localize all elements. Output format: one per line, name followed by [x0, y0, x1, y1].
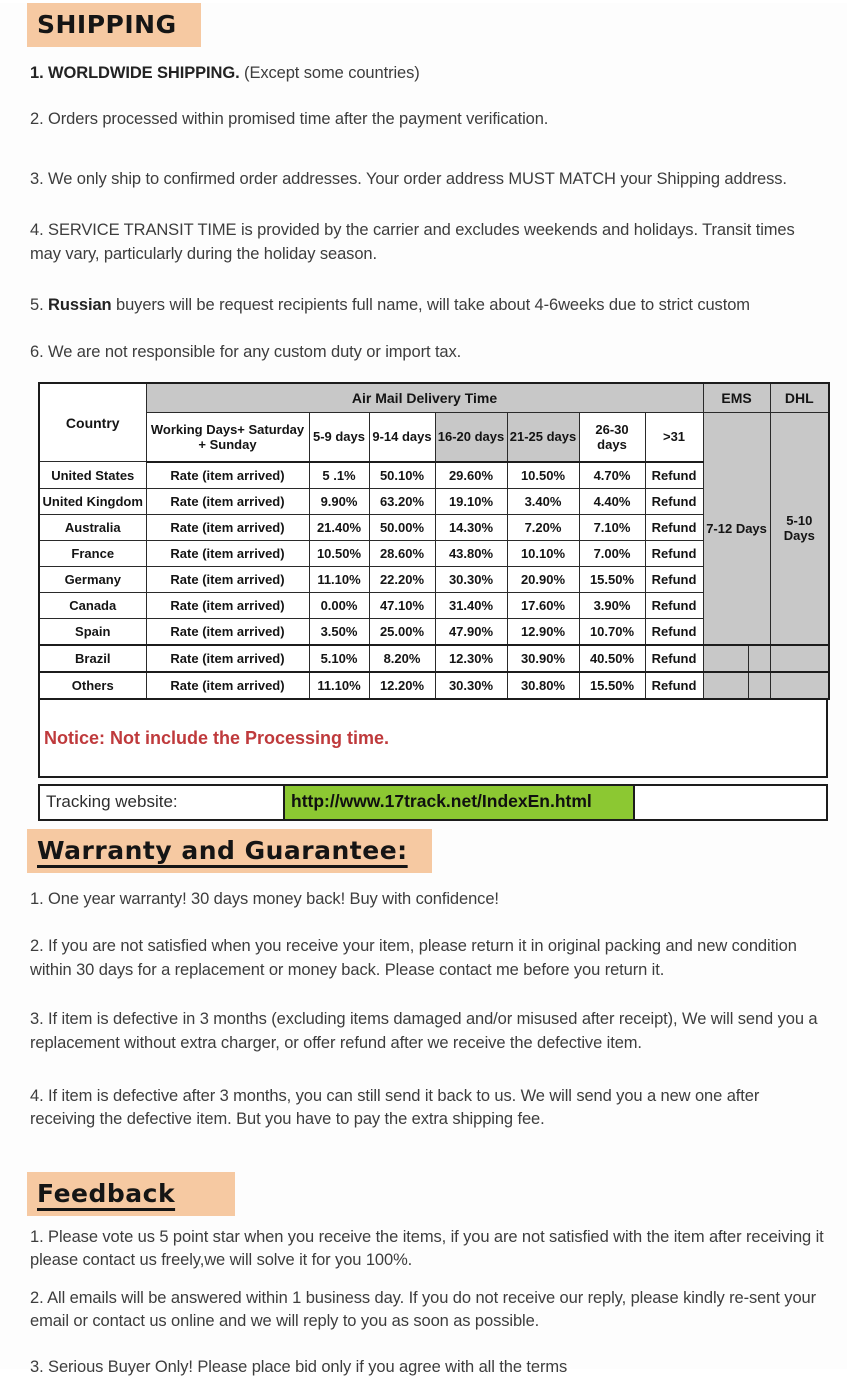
rate-value-cell: 4.40% [579, 488, 645, 514]
rate-value-cell: 22.20% [369, 566, 435, 592]
shipping-item-text: 2. Orders processed within promised time after the payment verification. [30, 110, 549, 129]
rate-value-cell: 30.80% [507, 672, 579, 699]
shipping-item-text: (Except some countries) [239, 64, 420, 82]
rate-value-cell: 28.60% [369, 540, 435, 566]
country-cell: Spain [39, 618, 146, 645]
table-row [39, 645, 829, 672]
rate-value-cell: 30.90% [507, 645, 579, 672]
shipping-item [30, 108, 825, 131]
shipping-section-title: SHIPPING [27, 3, 201, 47]
warranty-item [30, 1085, 825, 1132]
rate-label-cell: Rate (item arrived) [146, 566, 309, 592]
shipping-item [30, 341, 825, 364]
rate-label-cell: Rate (item arrived) [146, 645, 309, 672]
days-range-cell: 9-14 days [369, 412, 435, 462]
table-subheader-row [39, 412, 829, 462]
refund-cell: Refund [645, 514, 703, 540]
rate-value-cell: 63.20% [369, 488, 435, 514]
rate-value-cell: 7.10% [579, 514, 645, 540]
rate-value-cell: 15.50% [579, 672, 645, 699]
refund-cell: Refund [645, 540, 703, 566]
rate-label-cell: Rate (item arrived) [146, 462, 309, 489]
ems-empty-cell [703, 672, 748, 699]
tracking-row [38, 784, 828, 821]
rate-value-cell: 31.40% [435, 592, 507, 618]
country-cell: Canada [39, 592, 146, 618]
country-cell: Germany [39, 566, 146, 592]
rate-value-cell: 21.40% [309, 514, 369, 540]
dhl-value-cell: 5-10 Days [770, 412, 829, 645]
ems-header-cell: EMS [703, 383, 770, 413]
refund-cell: Refund [645, 462, 703, 489]
country-cell: Australia [39, 514, 146, 540]
shipping-item-text: buyers will be request recipients full name, will take about 4-6weeks due to strict custom [111, 296, 750, 315]
rate-value-cell: 3.40% [507, 488, 579, 514]
rate-value-cell: 3.50% [309, 618, 369, 645]
shipping-item [30, 62, 825, 85]
rate-value-cell: 47.90% [435, 618, 507, 645]
ems-empty-cell [703, 645, 748, 672]
rate-label-cell: Rate (item arrived) [146, 514, 309, 540]
refund-cell: Refund [645, 488, 703, 514]
rate-label-cell: Rate (item arrived) [146, 618, 309, 645]
rate-value-cell: 17.60% [507, 592, 579, 618]
feedback-item [30, 1226, 825, 1273]
warranty-section-title: Warranty and Guarantee: [27, 829, 432, 873]
rate-value-cell: 40.50% [579, 645, 645, 672]
warranty-item [30, 935, 825, 982]
delivery-time-table [38, 382, 830, 700]
feedback-item [30, 1287, 825, 1334]
warranty-item-text: 3. If item is defective in 3 months (excluding items damaged and/or misused after receipt), We will send you a replacement without extra charger, or offer refund after we receive the defective item. [30, 1010, 818, 1052]
rate-value-cell: 10.50% [309, 540, 369, 566]
refund-cell: Refund [645, 592, 703, 618]
days-range-cell: 26-30 days [579, 412, 645, 462]
rate-value-cell: 12.20% [369, 672, 435, 699]
country-cell: Brazil [39, 645, 146, 672]
ems-empty-cell [748, 645, 770, 672]
tracking-url-link[interactable]: http://www.17track.net/IndexEn.html [283, 786, 635, 819]
shipping-item-bold: 1. WORLDWIDE SHIPPING. [30, 64, 240, 82]
table-header-row [39, 383, 829, 413]
rate-value-cell: 4.70% [579, 462, 645, 489]
feedback-item-text: 3. Serious Buyer Only! Please place bid only if you agree with all the terms [30, 1357, 568, 1376]
dhl-empty-cell [770, 672, 829, 699]
shipping-item-text: 4. SERVICE TRANSIT TIME is provided by the carrier and excludes weekends and holidays. Transit times may vary, particularly during the holiday season. [30, 221, 795, 263]
rate-value-cell: 8.20% [369, 645, 435, 672]
shipping-item-bold: Russian [48, 296, 112, 315]
days-range-cell: >31 [645, 412, 703, 462]
rate-value-cell: 25.00% [369, 618, 435, 645]
days-range-cell: 5-9 days [309, 412, 369, 462]
country-header-cell: Country [39, 383, 146, 462]
rate-value-cell: 7.20% [507, 514, 579, 540]
shipping-item-text: 3. We only ship to confirmed order addresses. Your order address MUST MATCH your Shipping address. [30, 169, 787, 188]
rate-value-cell: 7.00% [579, 540, 645, 566]
rate-value-cell: 10.50% [507, 462, 579, 489]
rate-value-cell: 50.10% [369, 462, 435, 489]
rate-value-cell: 10.10% [507, 540, 579, 566]
warranty-item-text: 4. If item is defective after 3 months, you can still send it back to us. We will send you a new one after receiving the defective item. But you have to pay the extra shipping fee. [30, 1087, 760, 1129]
country-cell: United States [39, 462, 146, 489]
rate-value-cell: 0.00% [309, 592, 369, 618]
notice-box [38, 700, 828, 778]
rate-value-cell: 29.60% [435, 462, 507, 489]
country-cell: France [39, 540, 146, 566]
page [0, 3, 847, 1376]
rate-value-cell: 50.00% [369, 514, 435, 540]
feedback-section-title: Feedback [27, 1172, 235, 1216]
warranty-item [30, 1008, 825, 1055]
rate-value-cell-selected: 20.90% [507, 566, 579, 592]
rate-value-cell: 5.10% [309, 645, 369, 672]
rate-label-cell: Rate (item arrived) [146, 672, 309, 699]
rate-value-cell: 12.90% [507, 618, 579, 645]
warranty-item-text: 1. One year warranty! 30 days money back! Buy with confidence! [30, 889, 499, 908]
tracking-label: Tracking website: [46, 791, 178, 811]
rate-value-cell: 9.90% [309, 488, 369, 514]
rate-value-cell: 11.10% [309, 566, 369, 592]
rate-value-cell: 11.10% [309, 672, 369, 699]
shipping-item [30, 219, 825, 266]
tracking-empty-cell [635, 786, 826, 819]
refund-cell: Refund [645, 618, 703, 645]
refund-cell: Refund [645, 645, 703, 672]
rate-value-cell: 30.30% [435, 566, 507, 592]
rate-label-cell: Rate (item arrived) [146, 540, 309, 566]
dhl-empty-cell [770, 645, 829, 672]
refund-cell: Refund [645, 672, 703, 699]
country-cell: Others [39, 672, 146, 699]
dhl-header-cell: DHL [770, 383, 829, 413]
shipping-item [30, 168, 825, 191]
feedback-item-text: 1. Please vote us 5 point star when you receive the items, if you are not satisfied with the item after receiving it please contact us freely,we will solve it for you 100%. [30, 1227, 824, 1270]
feedback-item [30, 1356, 825, 1379]
shipping-item [30, 294, 825, 317]
rate-value-cell: 10.70% [579, 618, 645, 645]
rate-value-cell: 15.50% [579, 566, 645, 592]
rate-value-cell: 14.30% [435, 514, 507, 540]
rate-label-cell: Rate (item arrived) [146, 592, 309, 618]
ems-value-cell: 7-12 Days [703, 412, 770, 645]
working-days-header-cell: Working Days+ Saturday + Sunday [146, 412, 309, 462]
shipping-item-text: 6. We are not responsible for any custom duty or import tax. [30, 342, 462, 361]
days-range-cell: 21-25 days [507, 412, 579, 462]
airmail-header-cell: Air Mail Delivery Time [146, 383, 703, 413]
rate-value-cell: 3.90% [579, 592, 645, 618]
warranty-item-text: 2. If you are not satisfied when you receive your item, please return it in original packing and new condition within 30 days for a replacement or money back. Please contact me before you return it. [30, 937, 797, 979]
rate-value-cell: 12.30% [435, 645, 507, 672]
shipping-item-text: 5. [30, 296, 49, 315]
rate-value-cell: 47.10% [369, 592, 435, 618]
rate-value-cell: 5 .1% [309, 462, 369, 489]
days-range-cell: 16-20 days [435, 412, 507, 462]
notice-text: Notice: Not include the Processing time. [44, 727, 390, 748]
feedback-item-text: 2. All emails will be answered within 1 business day. If you do not receive our reply, please kindly re-sent your email or contact us online and we will reply to you as soon as possible. [30, 1288, 816, 1331]
ems-empty-cell [748, 672, 770, 699]
refund-cell: Refund [645, 566, 703, 592]
table-row [39, 672, 829, 699]
country-cell: United Kingdom [39, 488, 146, 514]
rate-value-cell: 43.80% [435, 540, 507, 566]
rate-value-cell: 19.10% [435, 488, 507, 514]
rate-label-cell: Rate (item arrived) [146, 488, 309, 514]
rate-value-cell: 30.30% [435, 672, 507, 699]
warranty-item [30, 888, 825, 911]
